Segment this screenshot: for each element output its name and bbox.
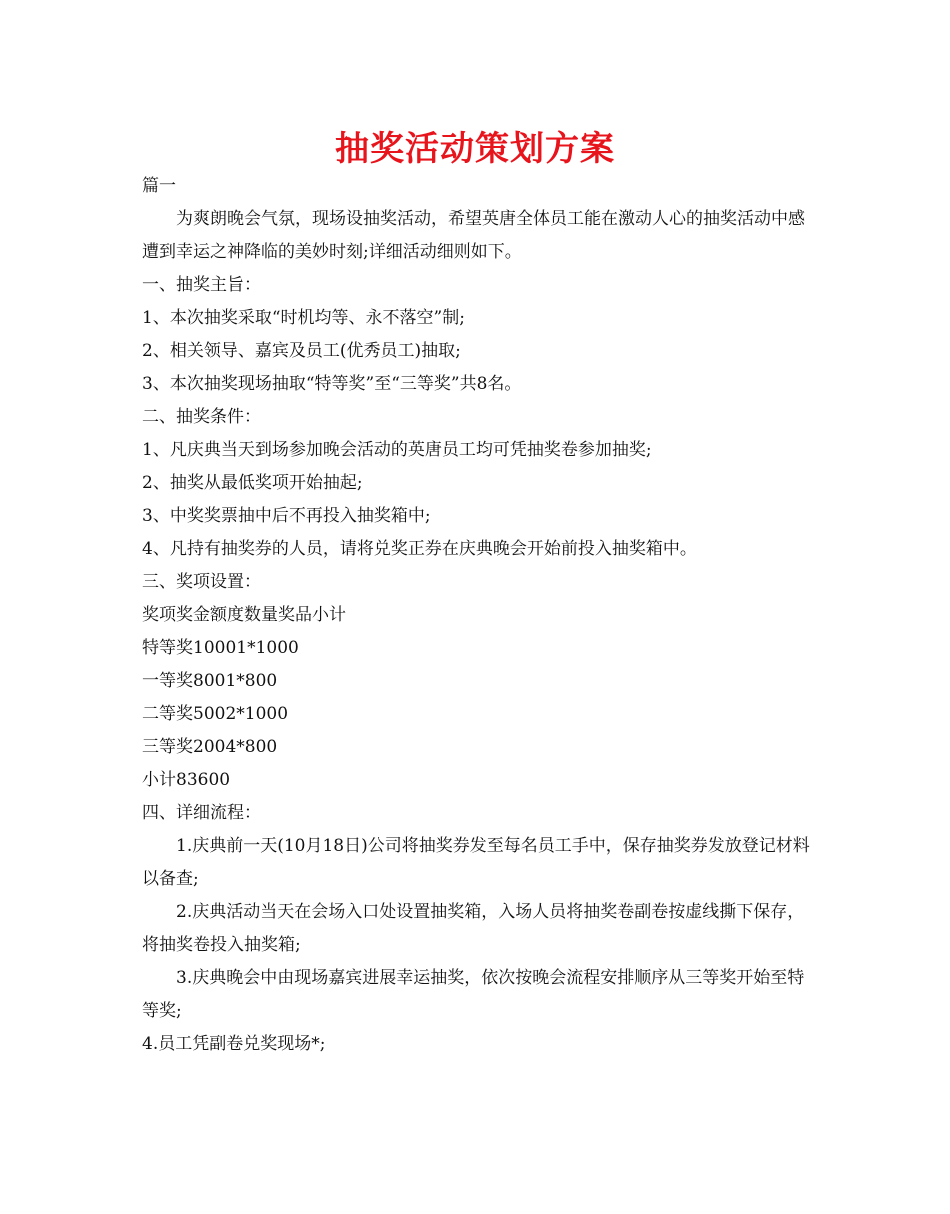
body-paragraph: 3、本次抽奖现场抽取“特等奖”至“三等奖”共8名。 bbox=[142, 374, 522, 394]
body-paragraph: 一、抽奖主旨： bbox=[142, 275, 261, 295]
body-paragraph: 1、本次抽奖采取“时机均等、永不落空”制; bbox=[142, 308, 465, 328]
body-paragraph: 奖项奖金额度数量奖品小计 bbox=[142, 605, 346, 625]
body-paragraph: 4、凡持有抽奖券的人员，请将兑奖正券在庆典晚会开始前投入抽奖箱中。 bbox=[142, 539, 697, 559]
body-paragraph: 1、凡庆典当天到场参加晚会活动的英唐员工均可凭抽奖卷参加抽奖; bbox=[142, 440, 652, 460]
body-paragraph: 特等奖10001*1000 bbox=[142, 638, 299, 658]
body-paragraph: 二、抽奖条件： bbox=[142, 407, 261, 427]
body-paragraph: 四、详细流程： bbox=[142, 803, 261, 823]
body-paragraph: 三等奖2004*800 bbox=[142, 737, 278, 757]
body-paragraph: 4.员工凭副卷兑奖现场*; bbox=[142, 1034, 326, 1054]
body-paragraph: 篇一 bbox=[142, 176, 176, 196]
document-body bbox=[142, 170, 812, 1061]
body-paragraph: 3.庆典晚会中由现场嘉宾进展幸运抽奖，依次按晚会流程安排顺序从三等奖开始至特等奖; bbox=[142, 968, 805, 1021]
body-paragraph: 三、奖项设置： bbox=[142, 572, 261, 592]
body-paragraph: 2、相关领导、嘉宾及员工(优秀员工)抽取; bbox=[142, 341, 461, 361]
body-paragraph: 1.庆典前一天(10月18日)公司将抽奖券发至每名员工手中，保存抽奖券发放登记材料以备查; bbox=[142, 836, 810, 889]
body-paragraph: 为爽朗晚会气氛，现场设抽奖活动，希望英唐全体员工能在激动人心的抽奖活动中感遭到幸运之神降临的美妙时刻;详细活动细则如下。 bbox=[142, 209, 805, 262]
body-paragraph: 2.庆典活动当天在会场入口处设置抽奖箱，入场人员将抽奖卷副卷按虚线撕下保存，将抽奖卷投入抽奖箱; bbox=[142, 902, 805, 955]
body-paragraph: 2、抽奖从最低奖项开始抽起; bbox=[142, 473, 363, 493]
body-paragraph: 二等奖5002*1000 bbox=[142, 704, 289, 724]
body-paragraph: 3、中奖奖票抽中后不再投入抽奖箱中; bbox=[142, 506, 431, 526]
body-paragraph: 一等奖8001*800 bbox=[142, 671, 278, 691]
body-paragraph: 小计83600 bbox=[142, 770, 231, 790]
document-title: 抽奖活动策划方案 bbox=[335, 129, 615, 169]
